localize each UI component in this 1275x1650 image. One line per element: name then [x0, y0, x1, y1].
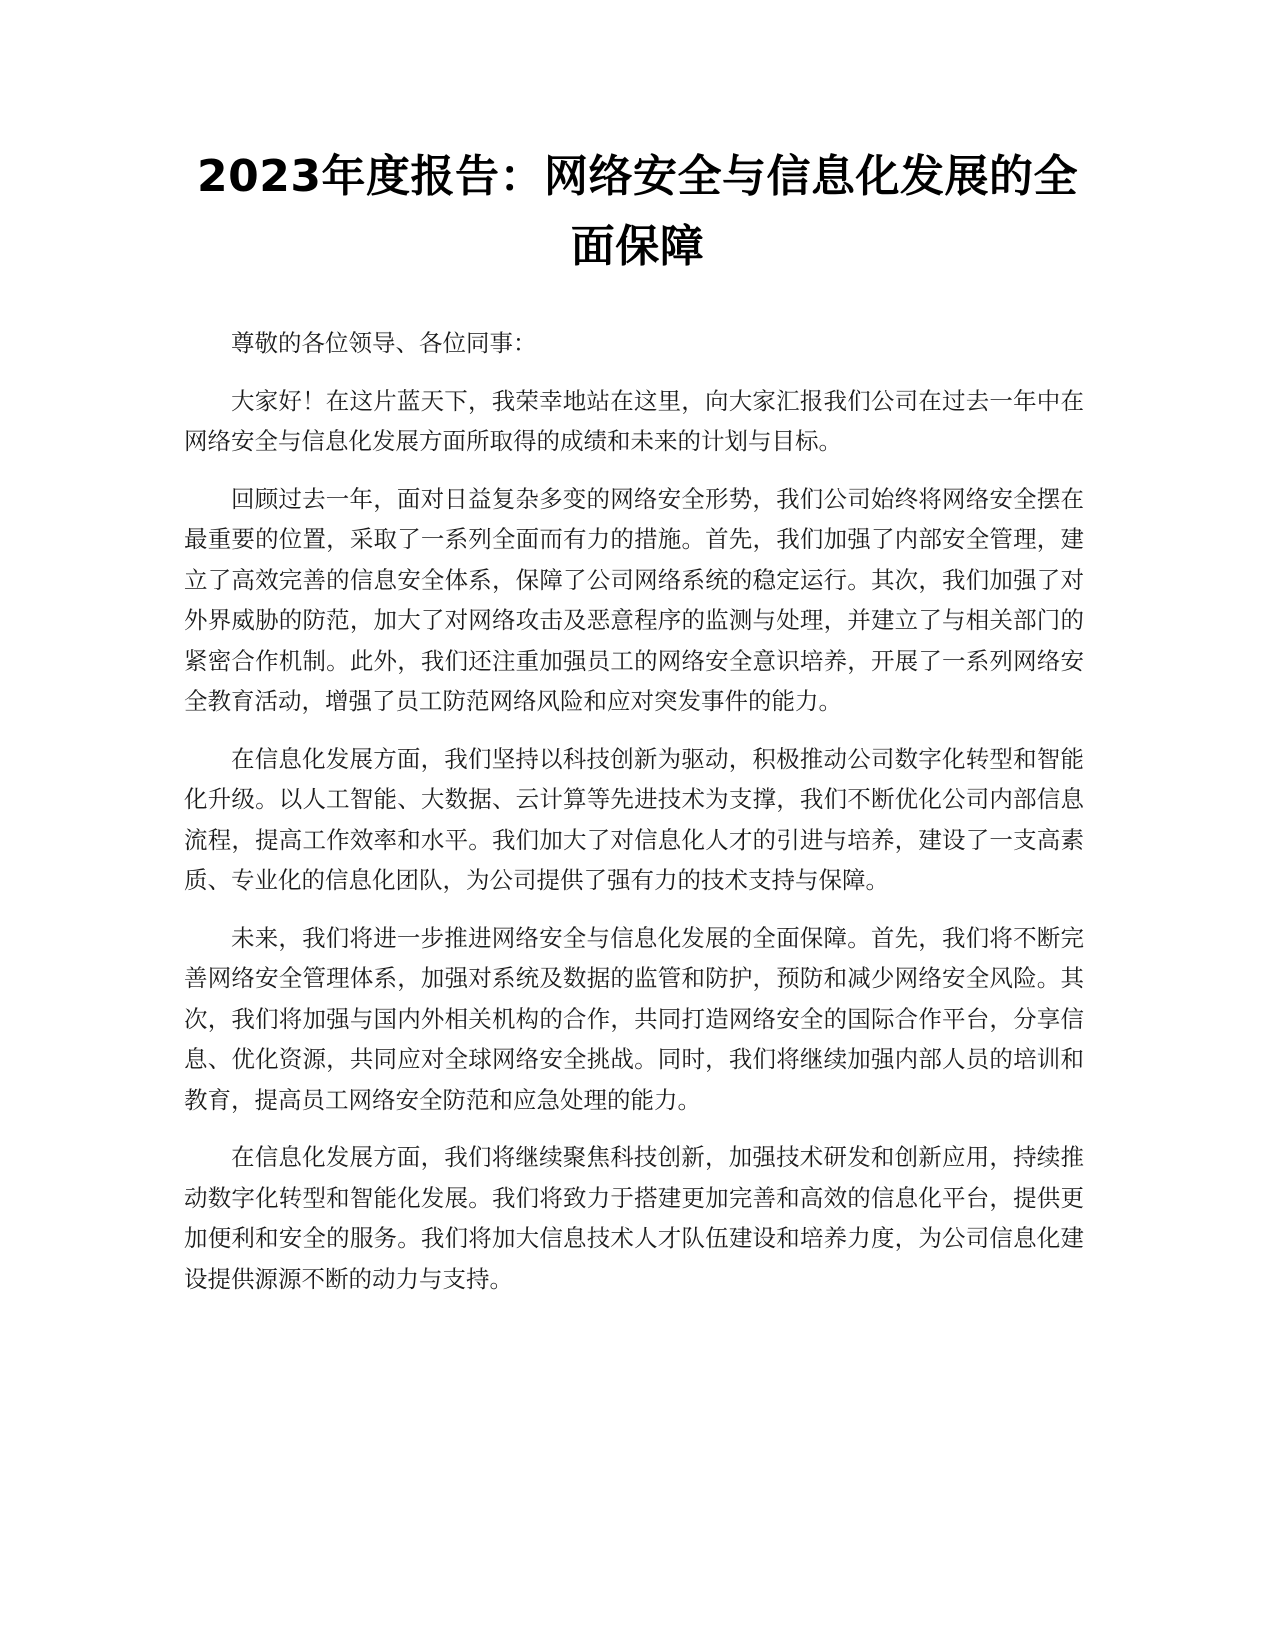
security-review-paragraph: 回顾过去一年，面对日益复杂多变的网络安全形势，我们公司始终将网络安全摆在最重要的位置，采取了一系列全面而有力的措施。首先，我们加强了内部安全管理，建立了高效完善的信息安全体系，保障了公司网络系统的稳定运行。其次，我们加强了对外界威胁的防范，加大了对网络攻击及恶意程序的监测与处理，并建立了与相关部门的紧密合作机制。此外，我们还注重加强员工的网络安全意识培养，开展了一系列网络安全教育活动，增强了员工防范网络风险和应对突发事件的能力。: [184, 484, 1084, 715]
document-title: 2023年度报告：网络安全与信息化发展的全面保障: [197, 151, 1078, 272]
greeting-paragraph: 大家好！在这片蓝天下，我荣幸地站在这里，向大家汇报我们公司在过去一年中在网络安全与信息化发展方面所取得的成绩和未来的计划与目标。: [184, 386, 1084, 455]
future-informatization-paragraph: 在信息化发展方面，我们将继续聚焦科技创新，加强技术研发和创新应用，持续推动数字化转型和智能化发展。我们将致力于搭建更加完善和高效的信息化平台，提供更加便利和安全的服务。我们将加大信息技术人才队伍建设和培养力度，为公司信息化建设提供源源不断的动力与支持。: [184, 1143, 1084, 1293]
informatization-review-paragraph: 在信息化发展方面，我们坚持以科技创新为驱动，积极推动公司数字化转型和智能化升级。以人工智能、大数据、云计算等先进技术为支撑，我们不断优化公司内部信息流程，提高工作效率和水平。我们加大了对信息化人才的引进与培养，建设了一支高素质、专业化的信息化团队，为公司提供了强有力的技术支持与保障。: [184, 744, 1084, 894]
future-security-paragraph: 未来，我们将进一步推进网络安全与信息化发展的全面保障。首先，我们将不断完善网络安全管理体系，加强对系统及数据的监管和防护，预防和减少网络安全风险。其次，我们将加强与国内外相关机构的合作，共同打造网络安全的国际合作平台，分享信息、优化资源，共同应对全球网络安全挑战。同时，我们将继续加强内部人员的培训和教育，提高员工网络安全防范和应急处理的能力。: [184, 923, 1084, 1114]
document-body: [184, 323, 1084, 1316]
salutation-paragraph: 尊敬的各位领导、各位同事：: [231, 329, 537, 357]
